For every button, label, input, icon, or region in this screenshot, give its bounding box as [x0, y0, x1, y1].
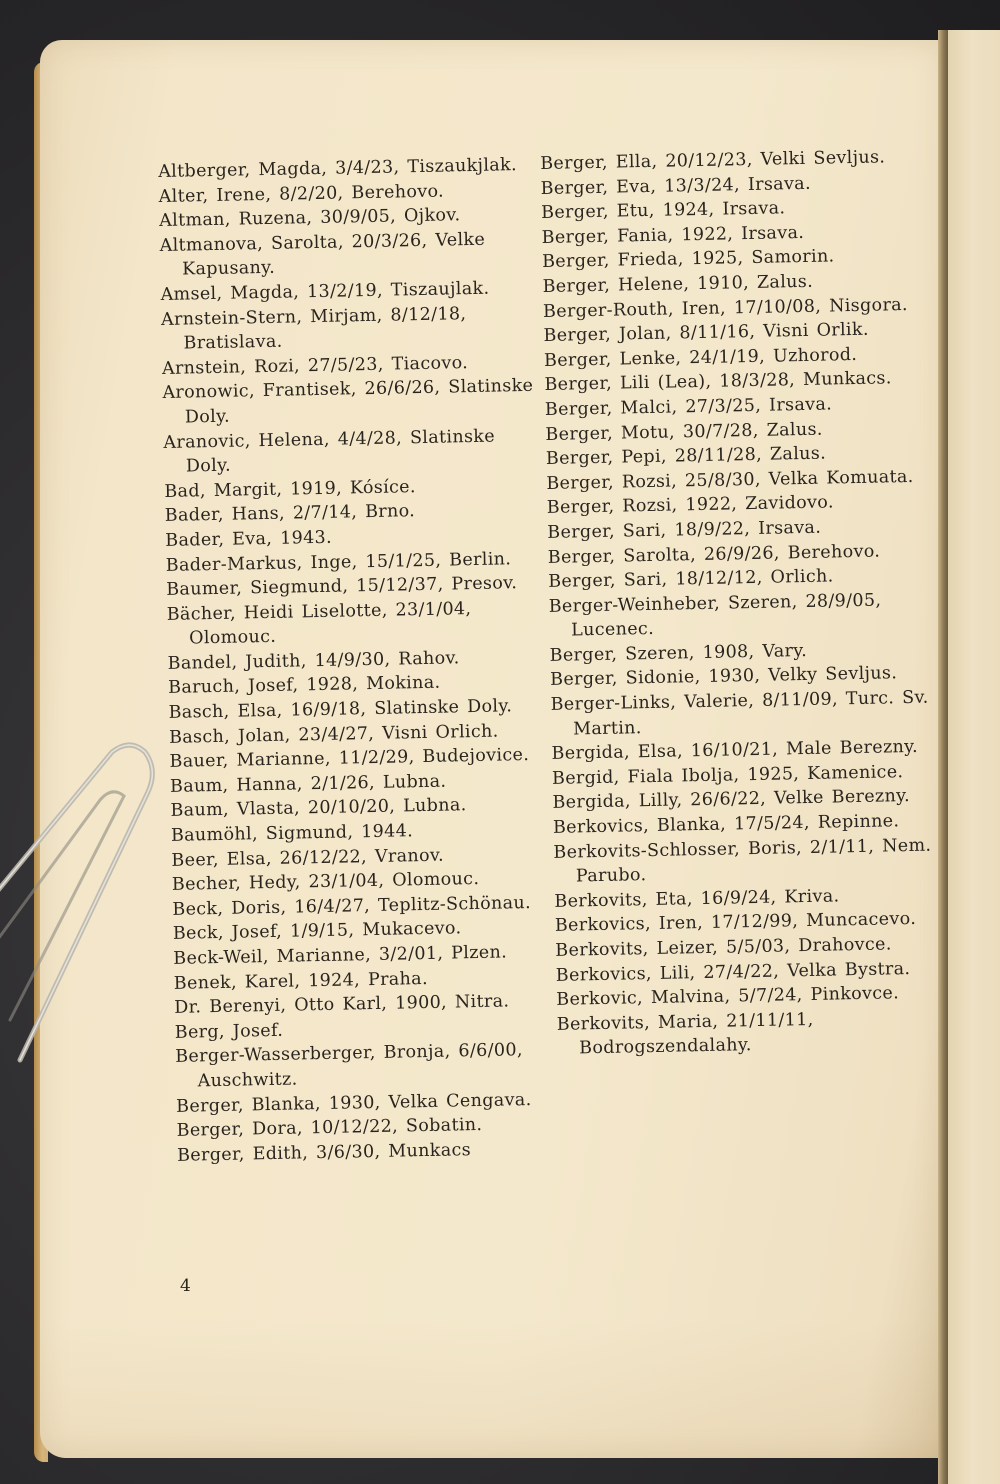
name-entry: Berger, Sari, 18/9/22, Irsava.: [547, 517, 822, 543]
name-entry: Berger, Sarolta, 26/9/26, Berehovo.: [547, 541, 881, 568]
name-entry: Berger, Rozsi, 1922, Zavidovo.: [546, 492, 834, 519]
name-entry: Amsel, Magda, 13/2/19, Tiszaujlak.: [160, 278, 490, 305]
name-entry: Berger, Lenke, 24/1/19, Uzhorod.: [543, 344, 858, 371]
name-entry: Berger, Szeren, 1908, Vary.: [549, 640, 808, 666]
name-entry: Berkovits-Schlosser, Boris, 2/1/11, Nem. Parubo.: [553, 835, 932, 887]
name-entry: Bächer, Heidi Liselotte, 23/1/04, Olomouc.: [166, 598, 472, 649]
name-entry: Berkovits, Maria, 21/11/11, Bodrogszendalahy.: [556, 1009, 814, 1059]
name-entry: Berger, Motu, 30/7/28, Zalus.: [545, 419, 823, 445]
name-entry: Berkovics, Iren, 17/12/99, Muncacevo.: [554, 909, 917, 937]
name-entry: Beck-Weil, Marianne, 3/2/01, Plzen.: [173, 942, 508, 969]
name-entry: Bad, Margit, 1919, Kósíce.: [164, 476, 417, 502]
name-entry: Berkovics, Lili, 27/4/22, Velka Bystra.: [555, 958, 911, 986]
page-number: 4: [180, 1276, 191, 1296]
name-entry: Baumer, Siegmund, 15/12/37, Presov.: [166, 573, 518, 601]
name-entry: Berger, Helene, 1910, Zalus.: [542, 271, 814, 297]
name-entry: Berger, Sari, 18/12/12, Orlich.: [548, 566, 834, 593]
name-entry: Berger, Edith, 3/6/30, Munkacs: [176, 1139, 472, 1166]
name-entry: Bauer, Marianne, 11/2/29, Budejovice.: [169, 745, 530, 773]
name-entry: Berger, Fania, 1922, Irsava.: [541, 222, 805, 248]
name-list-right-column: [540, 145, 947, 1062]
name-entry: Berkovic, Malvina, 5/7/24, Pinkovce.: [556, 983, 900, 1011]
name-entry: Berger-Wasserberger, Bronja, 6/6/00, Auschwitz.: [175, 1040, 523, 1092]
name-entry: Berger-Weinheber, Szeren, 28/9/05, Lucenec.: [548, 590, 882, 641]
name-entry: Berger, Malci, 27/3/25, Irsava.: [544, 394, 833, 420]
name-entry: Beck, Josef, 1/9/15, Mukacevo.: [172, 918, 462, 945]
name-entry: Basch, Elsa, 16/9/18, Slatinske Doly.: [168, 696, 513, 723]
name-entry: Berger-Links, Valerie, 8/11/09, Turc. Sv. Martin.: [550, 687, 929, 740]
name-entry: Baruch, Josef, 1928, Mokina.: [167, 673, 441, 699]
name-entry: Berger, Etu, 1924, Irsava.: [540, 198, 786, 224]
name-entry: Berger, Blanka, 1930, Velka Cengava.: [175, 1089, 532, 1117]
name-entry: Berger, Rozsi, 25/8/30, Velka Komuata.: [546, 466, 914, 494]
name-entry: Basch, Jolan, 23/4/27, Visni Orlich.: [168, 721, 499, 748]
name-entry: Becher, Hedy, 23/1/04, Olomouc.: [171, 869, 480, 896]
name-entry: Bergida, Lilly, 26/6/22, Velke Berezny.: [552, 786, 911, 814]
name-entry: Altberger, Magda, 3/4/23, Tiszaukjlak.: [158, 155, 518, 182]
name-entry: Bader-Markus, Inge, 15/1/25, Berlin.: [165, 548, 512, 576]
name-list-left-column: [158, 153, 557, 1168]
name-entry: Berkovics, Blanka, 17/5/24, Repinne.: [552, 811, 900, 838]
name-entry: Dr. Berenyi, Otto Karl, 1900, Nitra.: [174, 991, 510, 1019]
name-entry: Benek, Karel, 1924, Praha.: [173, 968, 429, 994]
name-entry: Aronowic, Frantisek, 26/6/26, Slatinske Doly.: [162, 376, 534, 428]
name-entry: Altmanova, Sarolta, 20/3/26, Velke Kapusany.: [159, 229, 486, 280]
name-entry: Berger, Pepi, 28/11/28, Zalus.: [545, 443, 827, 470]
name-entry: Berger, Eva, 13/3/24, Irsava.: [540, 173, 812, 199]
name-entry: Berkovits, Eta, 16/9/24, Kriva.: [554, 886, 840, 912]
name-entry: Berg, Josef.: [174, 1020, 284, 1043]
name-entry: Bergid, Fiala Ibolja, 1925, Kamenice.: [551, 761, 904, 789]
name-entry: Alter, Irene, 8/2/20, Berehovo.: [158, 181, 445, 207]
name-entry: Berger, Sidonie, 1930, Velky Sevljus.: [549, 663, 898, 691]
name-entry: Berger, Lili (Lea), 18/3/28, Munkacs.: [544, 368, 892, 396]
name-entry: Baum, Vlasta, 20/10/20, Lubna.: [170, 795, 467, 822]
name-entry: Arnstein, Rozi, 27/5/23, Tiacovo.: [161, 352, 469, 379]
name-entry: Berger, Ella, 20/12/23, Velki Sevljus.: [540, 147, 886, 174]
name-entry: Berger, Dora, 10/12/22, Sobatin.: [176, 1115, 483, 1141]
name-entry: Bader, Hans, 2/7/14, Brno.: [164, 501, 416, 527]
name-entry: Berger, Jolan, 8/11/16, Visni Orlik.: [543, 319, 869, 347]
name-entry: Berger, Frieda, 1925, Samorin.: [541, 246, 835, 273]
name-entry: Arnstein-Stern, Mirjam, 8/12/18, Bratislava.: [160, 303, 467, 354]
name-entry: Baumöhl, Sigmund, 1944.: [170, 821, 414, 846]
name-entry: Berger-Routh, Iren, 17/10/08, Nisgora.: [542, 294, 909, 322]
name-entry: Berkovits, Leizer, 5/5/03, Drahovce.: [555, 934, 892, 961]
name-entry: Beer, Elsa, 26/12/22, Vranov.: [171, 845, 445, 871]
name-entry: Beck, Doris, 16/4/27, Teplitz-Schönau.: [172, 892, 532, 920]
name-entry: Bandel, Judith, 14/9/30, Rahov.: [167, 648, 460, 674]
name-entry: Bader, Eva, 1943.: [165, 527, 333, 551]
name-entry: Bergida, Elsa, 16/10/21, Male Berezny.: [551, 737, 919, 765]
adjacent-page-edge: [948, 30, 1000, 1484]
name-entry: Altman, Ruzena, 30/9/05, Ojkov.: [158, 205, 461, 232]
name-entry: Aranovic, Helena, 4/4/28, Slatinske Doly.: [163, 426, 496, 477]
name-entry: Baum, Hanna, 2/1/26, Lubna.: [169, 771, 447, 797]
